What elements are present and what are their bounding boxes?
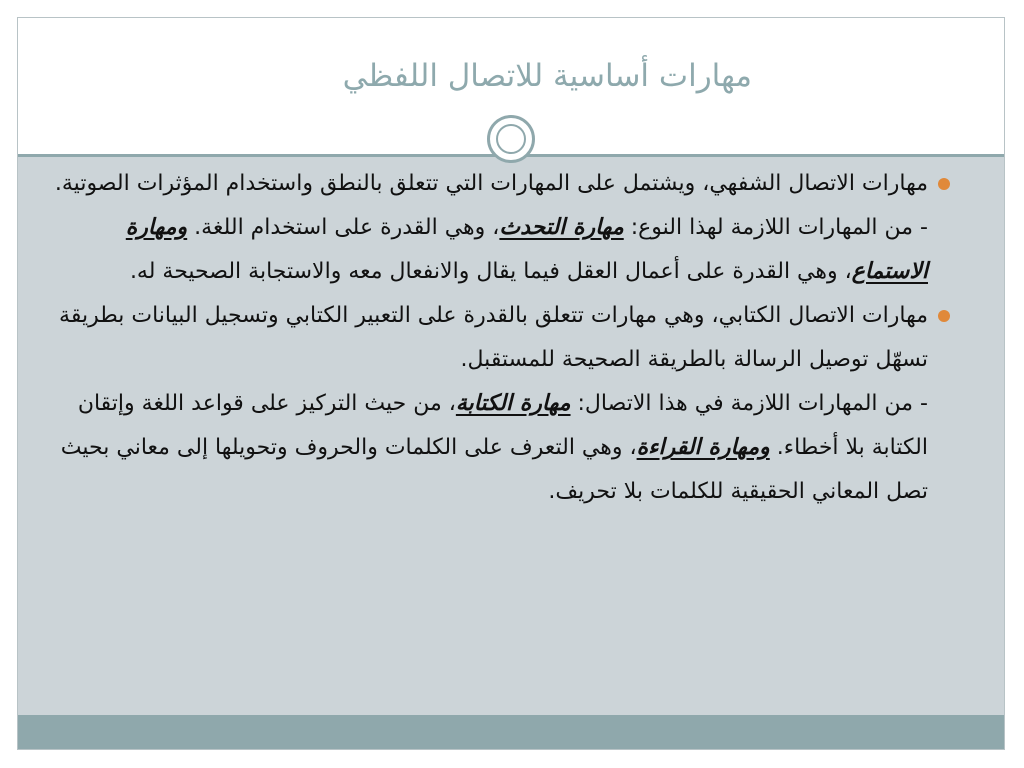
bullet-dot-icon [938,178,950,190]
paragraph-speaking-listening [38,206,928,294]
emphasis-listening-skill: ومهارة الاستماع [125,215,928,284]
bullet-item-oral-communication [38,162,928,206]
emphasis-writing-skill: مهارة الكتابة [455,391,571,416]
footer-bar [18,715,1004,749]
paragraph-writing-reading [38,382,928,514]
paragraph-text: ، من حيث التركيز على قواعد اللغة وإتقان الكتابة بلا أخطاء. [77,391,928,460]
paragraph-text: - من المهارات اللازمة في هذا الاتصال: [570,391,928,416]
bullet-text: مهارات الاتصال الشفهي، ويشتمل على المهارات التي تتعلق بالنطق واستخدام المؤثرات الصوتية. [54,171,928,196]
bullet-dot-icon [938,310,950,322]
slide-title: مهارات أساسية للاتصال اللفظي [342,58,752,94]
emphasis-reading-skill: ومهارة القراءة [636,435,770,460]
circle-ornament-icon [487,115,535,163]
paragraph-text: ، وهي التعرف على الكلمات والحروف وتحويلها إلى معاني بحيث تصل المعاني الحقيقية للكلمات بلا تحريف. [60,435,928,504]
bullet-text: مهارات الاتصال الكتابي، وهي مهارات تتعلق بالقدرة على التعبير الكتابي وتسجيل البيانات بطريقة تسهّل توصيل الرسالة بالطريقة الصحيحة للمستقبل. [59,303,928,372]
bullet-item-written-communication [38,294,928,382]
paragraph-text: ، وهي القدرة على استخدام اللغة. [187,215,500,240]
content-list [38,162,928,514]
paragraph-text: - من المهارات اللازمة لهذا النوع: [623,215,928,240]
paragraph-text: ، وهي القدرة على أعمال العقل فيما يقال والانفعال معه والاستجابة الصحيحة له. [129,259,852,284]
emphasis-speaking-skill: مهارة التحدث [499,215,624,240]
